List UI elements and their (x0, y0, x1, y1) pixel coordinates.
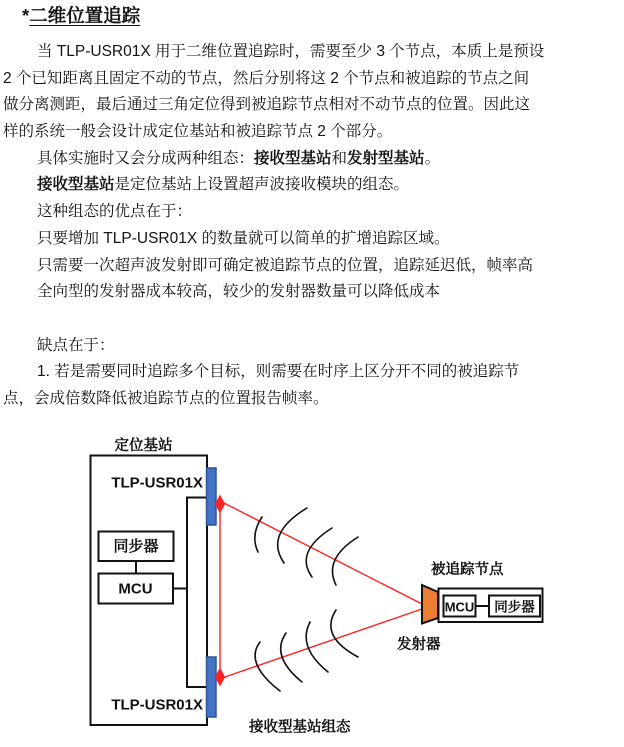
paragraph-line: 当 TLP-USR01X 用于二维位置追踪时，需要至少 3 个节点，本质上是预设 (37, 43, 545, 60)
sound-wave (331, 610, 358, 657)
sound-wave (255, 642, 280, 691)
sound-wave (306, 622, 328, 672)
transmitter-label: 发射器 (397, 637, 441, 653)
sound-wave (278, 508, 307, 563)
document-body (0, 39, 624, 413)
title-text: 二维位置追踪 (29, 5, 141, 26)
transmitter-shape (422, 585, 438, 624)
receiver-bar-bottom (207, 657, 217, 717)
station-label: 定位基站 (114, 438, 173, 454)
paragraph-line: 这种组态的优点在于： (37, 203, 193, 221)
diagram-caption: 接收型基站组态 (249, 719, 351, 736)
sound-wave (281, 633, 302, 682)
tracked-mcu-label: MCU (444, 599, 475, 615)
paragraph-line: 全向型的发射器成本较高，较少的发射器数量可以降低成本 (37, 283, 441, 301)
sound-wave (306, 528, 332, 577)
paragraph-line: 接收型基站是定位基站上设置超声波接收模块的组态。 (37, 176, 410, 194)
page-title (22, 4, 140, 28)
tracked-node-label: 被追踪节点 (431, 562, 504, 578)
paragraph-line: 2 个已知距离且固定不动的节点，然后分别将这 2 个节点和被追踪的节点之间 (3, 69, 530, 87)
receiver-bar-top (207, 468, 217, 525)
tracking-diagram (0, 430, 624, 747)
tracked-sync-label: 同步器 (494, 599, 535, 615)
blank-line (0, 306, 624, 333)
station-backplane (187, 498, 207, 688)
paragraph-line: 点，会成倍数降低被追踪节点的位置报告帧率。 (3, 389, 329, 407)
tlp-usr01x-label-top: TLP-USR01X (111, 474, 203, 492)
sync-label: 同步器 (113, 538, 159, 555)
ultrasound-path-top (222, 502, 422, 604)
paragraph-line: 只需要一次超声波发射即可确定被追踪节点的位置，追踪延迟低，帧率高 (37, 256, 534, 274)
paragraph-line: 做分离测距，最后通过三角定位得到被追踪节点相对不动节点的位置。因此这 (3, 96, 531, 114)
paragraph-line: 只要增加 TLP-USR01X 的数量就可以简单的扩增追踪区域。 (37, 229, 450, 247)
tlp-usr01x-label-bottom: TLP-USR01X (111, 696, 203, 714)
paragraph-line: 样的系统一般会设计成定位基站和被追踪节点 2 个部分。 (3, 123, 393, 141)
paragraph-line: 缺点在于： (37, 336, 115, 354)
paragraph-line: 具体实施时又会分成两种组态：接收型基站和发射型基站。 (37, 149, 441, 167)
title-asterisk: * (22, 5, 30, 26)
paragraph-line: 1. 若是需要同时追踪多个目标，则需要在时序上区分开不同的被追踪节 (37, 363, 520, 381)
mcu-label: MCU (118, 580, 153, 598)
